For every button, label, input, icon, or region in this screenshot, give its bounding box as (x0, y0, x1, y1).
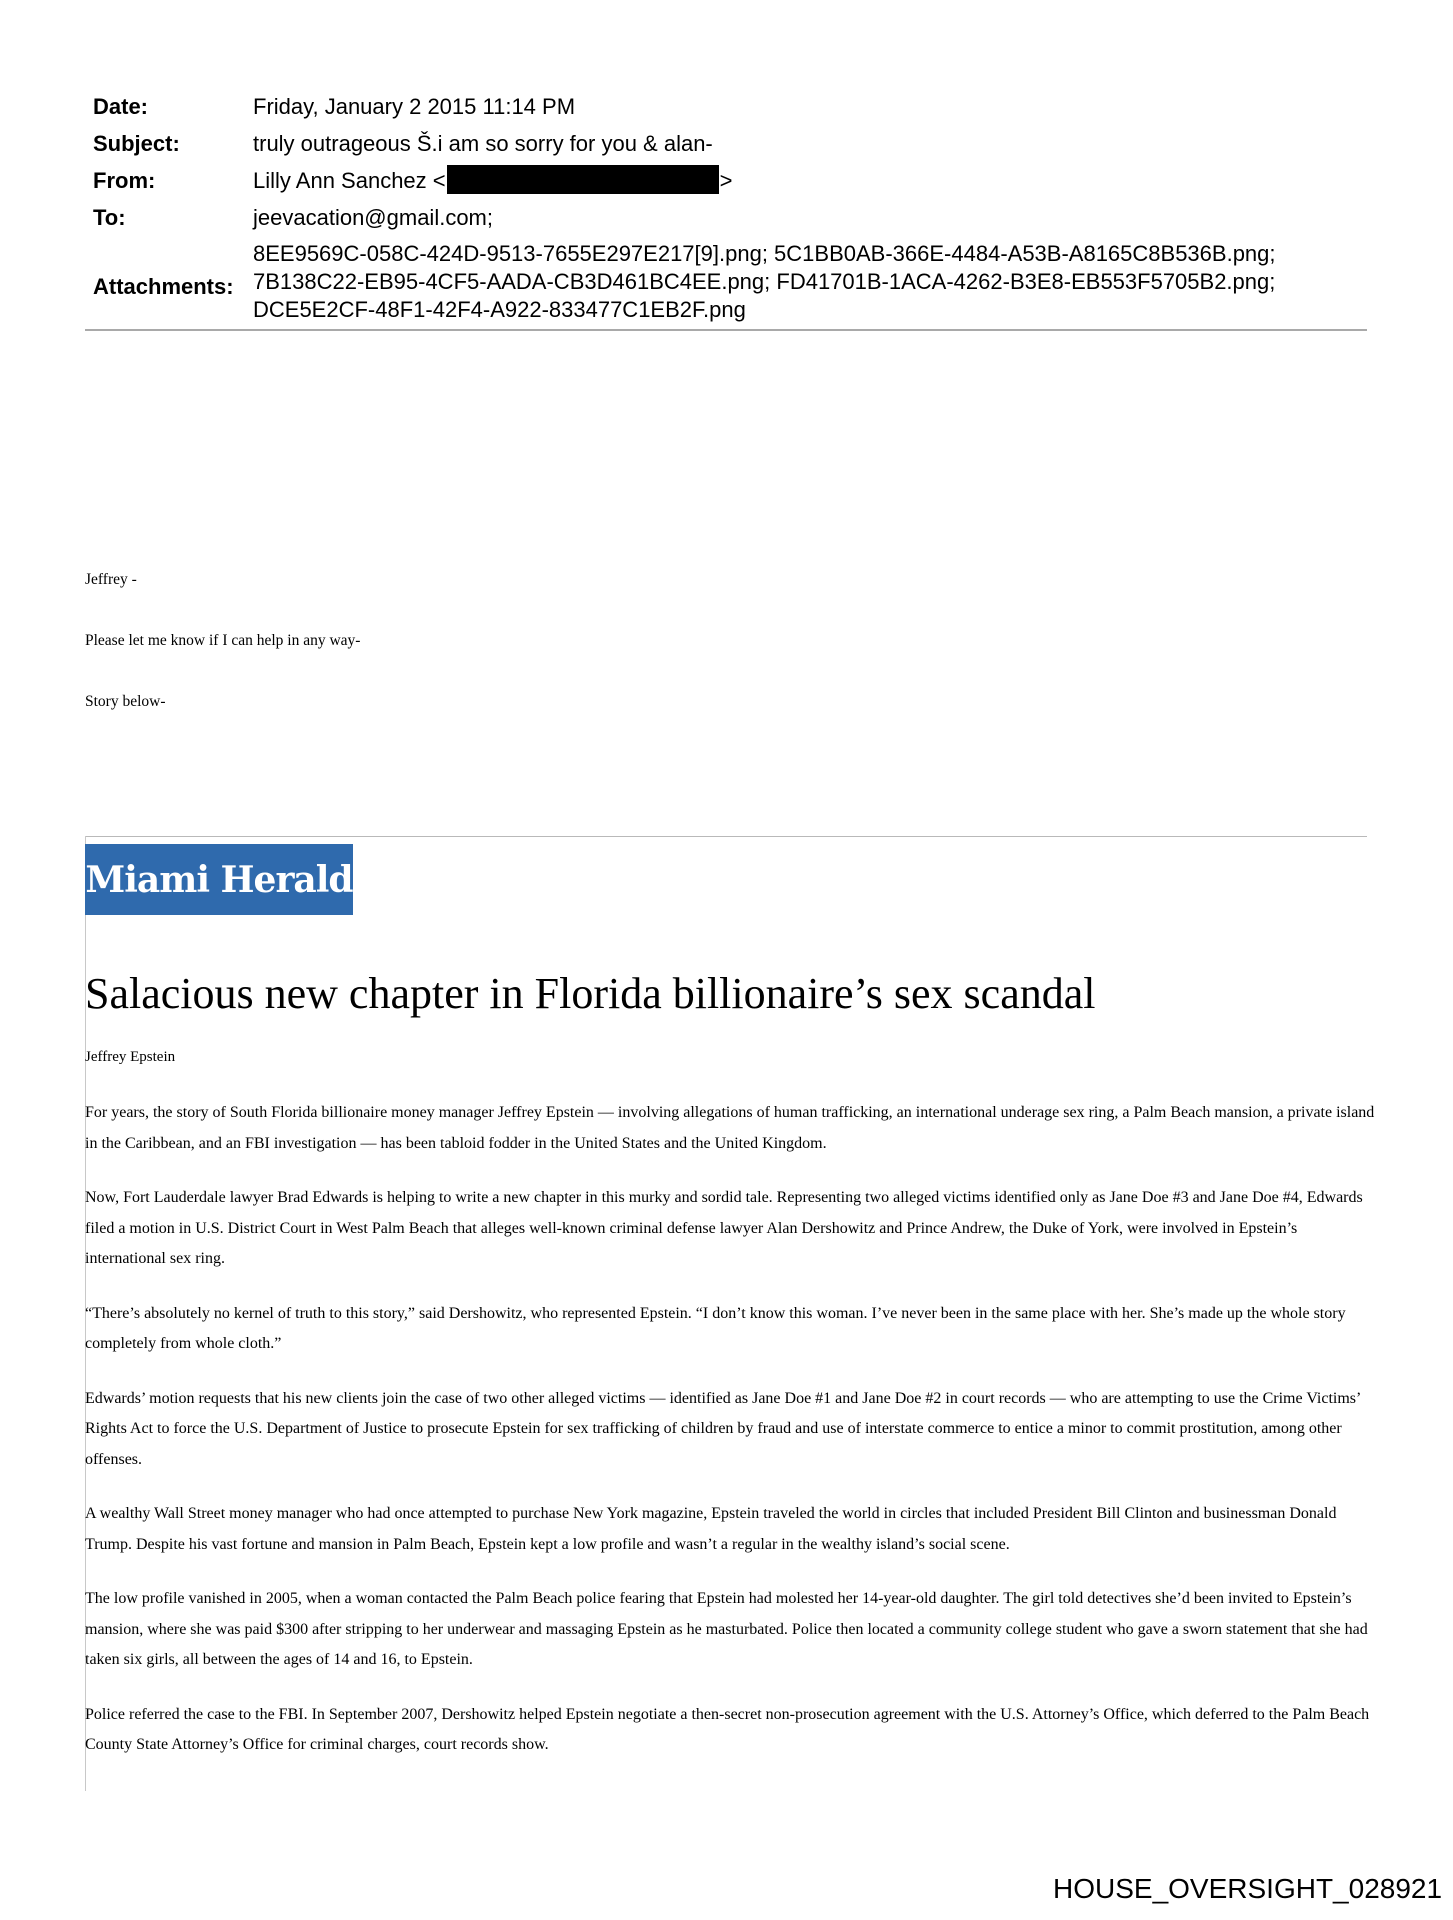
article-paragraph: The low profile vanished in 2005, when a woman contacted the Palm Beach police fearing that Epstein had molested her 14-year-old daughter. The girl told detectives she’d been invited to Epstein’s mansion, where she was paid $300 after stripping to her underwear and massaging Epstein as he masturbated. Police then located a community college student who gave a sworn statement that she had taken six girls, all between the ages of 14 and 16, to Epstein. (85, 1590, 1368, 1668)
article-body (85, 1098, 1375, 1785)
from-row (93, 162, 1276, 199)
from-label: From: (93, 168, 156, 193)
attachment-line: DCE5E2CF-48F1-42F4-A922-833477C1EB2F.png (253, 297, 746, 322)
article-headline: Salacious new chapter in Florida billionaire’s sex scandal (85, 969, 1096, 1018)
attachments-row (93, 240, 1276, 324)
from-name: Lilly Ann Sanchez < (253, 168, 446, 193)
article-divider (85, 836, 1367, 837)
article-paragraph: A wealthy Wall Street money manager who had once attempted to purchase New York magazine, Epstein traveled the world in circles that included President Bill Clinton and businessman Donald Trump. Despite his vast fortune and mansion in Palm Beach, Epstein kept a low profile and wasn’t a regular in the wealthy island’s social scene. (85, 1505, 1337, 1553)
attachment-line: 8EE9569C-058C-424D-9513-7655E297E217[9].png; 5C1BB0AB-366E-4484-A53B-A8165C8B536B.png; (253, 241, 1276, 266)
to-row (93, 199, 1276, 236)
attachment-line: 7B138C22-EB95-4CF5-AADA-CB3D461BC4EE.png; FD41701B-1ACA-4262-B3E8-EB553F5705B2.png; (253, 269, 1276, 294)
attachments-label: Attachments: (93, 274, 234, 299)
article-paragraph: Edwards’ motion requests that his new clients join the case of two other alleged victims — identified as Jane Doe #1 and Jane Doe #2 in court records — who are attempting to use the Crime Victims’ Rights Act to force the U.S. Department of Justice to prosecute Epstein for sex trafficking of children by fraud and use of interstate commerce to entice a minor to commit prostitution, among other offenses. (85, 1389, 1361, 1468)
header-divider (85, 329, 1367, 331)
subject-value: truly outrageous Š.i am so sorry for you & alan- (253, 131, 713, 156)
article-byline: Jeffrey Epstein (85, 1049, 176, 1065)
logo-text: Miami Herald (85, 858, 353, 901)
date-value: Friday, January 2 2015 11:14 PM (253, 94, 576, 119)
redaction-box (447, 165, 719, 194)
article-paragraph: For years, the story of South Florida billionaire money manager Jeffrey Epstein — involving allegations of human trafficking, an international underage sex ring, a Palm Beach mansion, a private island in the Caribbean, and an FBI investigation — has been tabloid fodder in the United States and the United Kingdom. (85, 1104, 1375, 1152)
to-value: jeevacation@gmail.com; (253, 205, 493, 230)
article-paragraph: “There’s absolutely no kernel of truth to this story,” said Dershowitz, who represented Epstein. “I don’t know this woman. I’ve never been in the same place with her. She’s made up the whole story completely from whole cloth.” (85, 1304, 1346, 1352)
subject-label: Subject: (93, 131, 180, 156)
miami-herald-logo (85, 844, 353, 915)
to-label: To: (93, 205, 126, 230)
article-paragraph: Police referred the case to the FBI. In September 2007, Dershowitz helped Epstein negotiate a then-secret non-prosecution agreement with the U.S. Attorney’s Office, which deferred to the Palm Beach County State Attorney’s Office for criminal charges, court records show. (85, 1705, 1370, 1753)
bates-number: HOUSE_OVERSIGHT_028921 (1053, 1873, 1443, 1904)
attachments-list (253, 240, 1276, 324)
from-suffix: > (719, 168, 733, 193)
date-label: Date: (93, 94, 149, 119)
greeting: Jeffrey - (85, 571, 137, 588)
date-row (93, 88, 1276, 125)
body-line-help: Please let me know if I can help in any way- (85, 632, 361, 649)
body-line-story: Story below- (85, 693, 166, 710)
subject-row (93, 125, 1276, 162)
from-value (253, 162, 733, 199)
email-header (93, 88, 1276, 324)
article-paragraph: Now, Fort Lauderdale lawyer Brad Edwards is helping to write a new chapter in this murky and sordid tale. Representing two alleged victims identified only as Jane Doe #3 and Jane Doe #4, Edwards filed a motion in U.S. District Court in West Palm Beach that alleges well-known criminal defense lawyer Alan Dershowitz and Prince Andrew, the Duke of York, were involved in Epstein’s international sex ring. (85, 1189, 1363, 1267)
